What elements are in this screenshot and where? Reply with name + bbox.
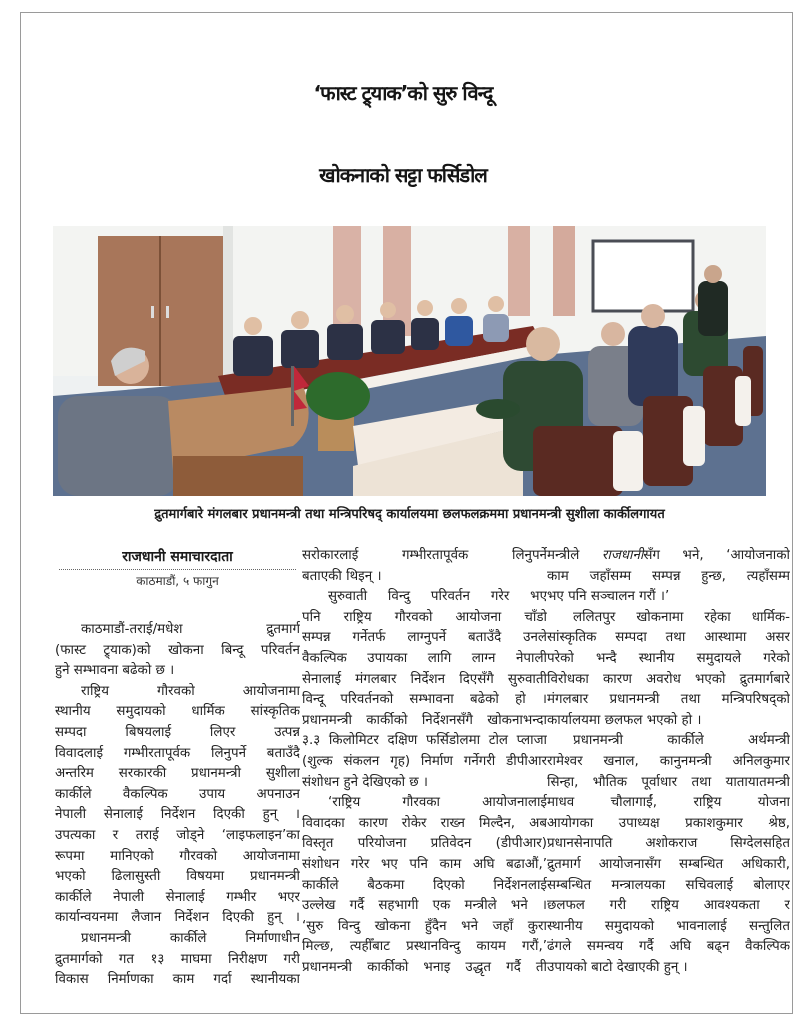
article-line: बताएकी थिइन् । — [302, 568, 382, 584]
article-line: प्रधानमन्त्री कार्कीको निर्देशनसँगै खोकनाभन्दा — [302, 712, 547, 728]
article-line: (फास्ट ट्र्याक)को खोकना बिन्दू परिवर्तन — [55, 642, 300, 658]
article-line: भए पनि सञ्चालन गरौं ।’ — [547, 589, 670, 605]
photo-caption: द्रुतमार्गबारे मंगलबार प्रधानमन्त्री तथा मन्त्रिपरिषद् कार्यालयमा छलफलक्रममा प्रधानमन्त्री सुशीला कार्कीलगायत — [154, 507, 665, 522]
article-line: परेको भन्दै स्थानीय समुदायले गरेको — [547, 650, 790, 666]
article-line: ढंगले समन्वय गर्दै अघि बढ्न वैकल्पिक — [547, 939, 790, 955]
article-line: सम्पदा बिषयलाई लिएर उत्पन्न — [55, 724, 300, 740]
headline-line-1: ‘फास्ट ट्र्याक’को सुरु विन्दू — [313, 81, 493, 106]
article-line: रूपमा मानिएको गौरवको आयोजनामा — [55, 848, 300, 864]
article-line: सम्बन्धित मन्त्रालयका सचिवलाई बोलाएर — [547, 877, 790, 893]
article-line-text: मन्त्रीले — [547, 548, 602, 563]
dateline: काठमाडौं, ५ फागुन — [136, 574, 219, 588]
article-line: कार्यालयमा छलफल भएको हो । — [547, 712, 702, 728]
article-line: विन्दू परिवर्तनको सम्भावना बढेको हो । — [302, 692, 547, 708]
article-line: विरोधका कारण अवरोध भएको द्रुतमार्गबारे — [547, 671, 790, 687]
article-line: ललितपुर खोकनामा रहेका धार्मिक- — [573, 609, 790, 625]
article-line: नेपाली सेनालाई निर्देशन दिएकी हुन् । — [55, 807, 300, 823]
article-column-1 — [55, 546, 300, 991]
column-3-body — [547, 546, 790, 978]
article-line: स्थानीय समुदायको भावनालाई सन्तुलित — [547, 918, 790, 934]
article-line: उल्लेख गर्दै सहभागी एक मन्त्रीले भने । — [302, 898, 547, 914]
article-line: कार्कीले वैकल्पिक उपाय अपनाउन — [55, 786, 300, 802]
article-line: संशोधन हुने देखिएको छ । — [302, 774, 429, 790]
article-line: ‘राष्ट्रिय गौरवका आयोजनालाई — [328, 795, 547, 811]
article-line: (शुल्क संकलन गृह) निर्माण गर्नेगरी डीपीआर — [302, 753, 547, 769]
headline-line-2: खोकनाको सट्टा फर्सिडोल — [319, 163, 487, 188]
article-line: हुने सम्भावना बढेको छ । — [55, 663, 175, 679]
article-line: मंगलबार प्रधानमन्त्री तथा मन्त्रिपरिषद्को — [547, 692, 790, 708]
article-line: कार्यान्वयनमा लैजान निर्देशन दिएकी हुन् । — [55, 910, 300, 926]
article-line: संशोधन गरेर भए पनि काम अघि बढाऔं,’ — [302, 856, 547, 872]
article-line — [547, 546, 790, 567]
article-line: रामेश्वर खनाल, कानुनमन्त्री अनिलकुमार — [547, 753, 790, 769]
article-line: कार्कीले बैठकमा दिएको निर्देशनलाई — [302, 877, 547, 893]
column-2-body — [302, 546, 547, 978]
article-line: सिन्हा, भौतिक पूर्वाधार तथा यातायातमन्त्री — [547, 774, 790, 790]
article-line: कार्कीले नेपाली सेनालाई गम्भीर भएर — [55, 889, 300, 905]
article-line: प्रधानमन्त्री कार्कीले अर्थमन्त्री — [573, 733, 790, 749]
article-line: द्रुतमार्ग आयोजनासँग सम्बन्धित अधिकारी, — [547, 856, 790, 872]
article-line: द्रुतमार्गको गत १३ माघमा निरीक्षण गरी — [55, 951, 300, 967]
column-1-body — [55, 620, 300, 991]
article-line: अन्तरिम सरकारकी प्रधानमन्त्री सुशीला — [55, 766, 300, 782]
article-line: सम्पन्न गर्नेतर्फ लाग्नुपर्ने बताउँदै उनले — [302, 630, 547, 646]
article-line: ३.३ किलोमिटर दक्षिण फर्सिडोलमा टोल प्लाजा — [302, 733, 547, 749]
newspaper-name-italic: राजधानी — [601, 548, 644, 563]
article-line: सांस्कृतिक सम्पदा तथा आस्थामा असर — [547, 630, 790, 646]
article-line: प्रधानमन्त्री कार्कीले निर्माणाधीन — [81, 930, 300, 946]
article-column-3 — [547, 546, 790, 978]
article-line: सुरुवाती विन्दु परिवर्तन गरेर भए — [328, 589, 547, 605]
article-line: भएको ढिलासुस्ती विषयमा प्रधानमन्त्री — [55, 869, 300, 885]
article-line: वैकल्पिक उपायका लागि लाग्न नेपाली — [302, 650, 547, 666]
article-line: विकास निर्माणका काम गर्दा स्थानीयका — [55, 972, 300, 988]
article-line: विवादलाई गम्भीरतापूर्वक लिनुपर्ने बताउँदै — [55, 745, 300, 761]
article-line-text: सँग भने, ‘आयोजनाको — [643, 548, 790, 563]
article-line: विवादका कारण रोकेर राख्न मिल्दैन, अब — [302, 815, 547, 831]
article-line: स्थानीय समुदायको धार्मिक सांस्कृतिक — [55, 704, 300, 720]
article-line: सरोकारलाई गम्भीरतापूर्वक लिनुपर्ने — [302, 548, 547, 563]
byline-divider — [59, 569, 296, 570]
article-line: आयोगका उपाध्यक्ष प्रकाशकुमार श्रेष्ठ, — [547, 815, 790, 831]
article-line: ‘सुरु विन्दु खोकना हुँदैन भने जहाँ कुरा — [302, 918, 547, 934]
article-line: राष्ट्रिय गौरवको आयोजनामा — [81, 683, 300, 699]
meeting-photo — [53, 226, 766, 496]
article-line: मिल्छ, त्यहीँबाट प्रस्थानविन्दु कायम गरौं,’ — [302, 939, 547, 955]
article-line: विस्तृत परियोजना प्रतिवेदन (डीपीआर) — [302, 836, 547, 852]
article-line: सेनालाई मंगलबार निर्देशन दिएसँगै सुरुवाती — [302, 671, 547, 687]
meeting-room-illustration — [53, 226, 766, 496]
article-line: प्रधानसेनापति अशोकराज सिग्देलसहित — [547, 836, 790, 852]
article-line: उपत्यका र तराई जोड्ने ‘लाइफलाइन’का — [55, 827, 300, 843]
article-line: काम जहाँसम्म सम्पन्न हुन्छ, त्यहाँसम्म — [547, 568, 790, 584]
byline-author: राजधानी समाचारदाता — [122, 549, 233, 565]
article-line: उपायको बाटो देखाएकी हुन् । — [547, 959, 688, 975]
article-line: काठमाडौं-तराई/मधेश द्रुतमार्ग — [81, 622, 300, 637]
article-line: प्रधानमन्त्री कार्कीको भनाइ उद्धृत गर्दै ती — [302, 959, 547, 975]
article-column-2 — [302, 546, 547, 978]
article-line: माधव चौलागाईं, राष्ट्रिय योजना — [547, 795, 790, 811]
article-line: पनि राष्ट्रिय गौरवको आयोजना चाँडो — [302, 609, 547, 625]
article-line: छलफल गरी राष्ट्रिय आवश्यकता र — [547, 898, 790, 914]
